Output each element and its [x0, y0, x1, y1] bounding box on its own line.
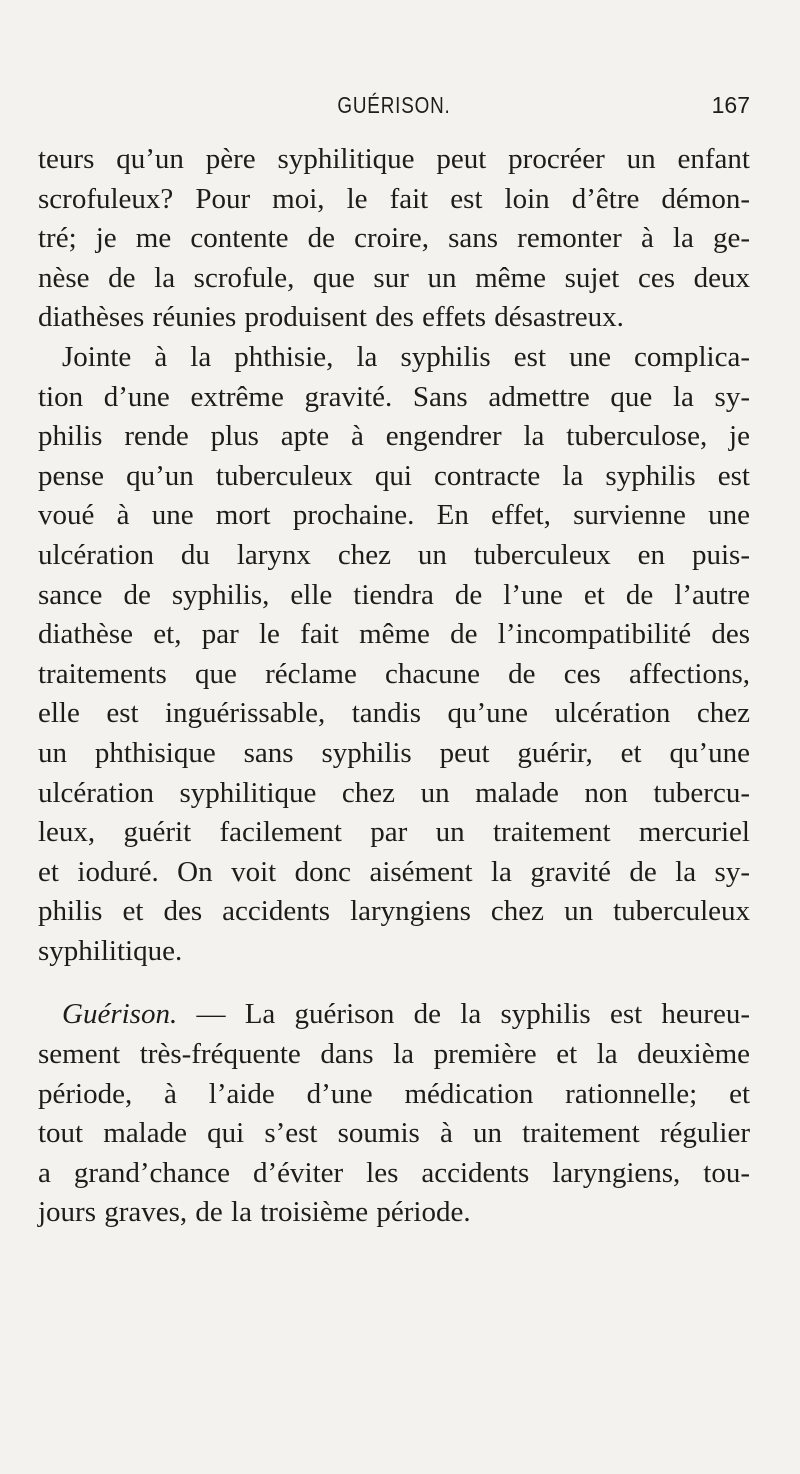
chapter-title: GUÉRISON.: [337, 92, 451, 118]
text-line: tion d’une extrême gravité. Sans admettre que la sy-: [38, 380, 750, 413]
paragraph-1: [38, 140, 750, 338]
text-line: un phthisique sans syphilis peut guérir, et qu’une: [38, 736, 750, 769]
text-line: [38, 995, 750, 1035]
text-line: philis rende plus apte à engendrer la tuberculose, je: [38, 420, 750, 453]
page-number: 167: [711, 92, 750, 118]
text-line: tré; je me contente de croire, sans remonter à la ge-: [38, 222, 750, 255]
text-line: a grand’chance d’éviter les accidents laryngiens, tou-: [38, 1156, 750, 1189]
text-line: sement très-fréquente dans la première et la deuxième: [38, 1038, 750, 1071]
text-line: leux, guérit facilement par un traitement mercuriel: [38, 816, 750, 849]
text-line: voué à une mort prochaine. En effet, survienne une: [38, 499, 750, 532]
section-heading: Guérison.: [62, 998, 178, 1031]
paragraph-3: [38, 995, 750, 1233]
text-line: sance de syphilis, elle tiendra de l’une et de l’autre: [38, 578, 750, 611]
text-line: ulcération syphilitique chez un malade non tubercu-: [38, 776, 750, 809]
text-line: teurs qu’un père syphilitique peut procréer un enfant: [38, 143, 750, 175]
text-line: tout malade qui s’est soumis à un traitement régulier: [38, 1117, 750, 1150]
text-line: jours graves, de la troisième période.: [38, 1196, 471, 1229]
paragraph-2: [38, 338, 750, 972]
text-line: scrofuleux? Pour moi, le fait est loin d’être démon-: [38, 182, 750, 215]
running-head: [38, 92, 750, 128]
text-line: elle est inguérissable, tandis qu’une ulcération chez: [38, 697, 750, 730]
text-line: ulcération du larynx chez un tuberculeux en puis-: [38, 538, 750, 571]
paragraph-spacer: [38, 971, 750, 995]
text-line: période, à l’aide d’une médication rationnelle; et: [38, 1077, 750, 1110]
line-text: — La guérison de la syphilis est heureu-: [177, 998, 750, 1031]
text-line: philis et des accidents laryngiens chez un tuberculeux: [38, 895, 750, 928]
text-line: et ioduré. On voit donc aisément la gravité de la sy-: [38, 855, 750, 888]
text-line: Jointe à la phthisie, la syphilis est une complica-: [62, 340, 750, 373]
text-line: diathèse et, par le fait même de l’incompatibilité des: [38, 618, 750, 651]
text-line: pense qu’un tuberculeux qui contracte la syphilis est: [38, 459, 750, 492]
body-text: [38, 140, 750, 1233]
text-line: traitements que réclame chacune de ces affections,: [38, 657, 750, 690]
text-line: diathèses réunies produisent des effets désastreux.: [38, 301, 624, 334]
text-line: nèse de la scrofule, que sur un même sujet ces deux: [38, 261, 750, 294]
text-line: syphilitique.: [38, 934, 183, 967]
